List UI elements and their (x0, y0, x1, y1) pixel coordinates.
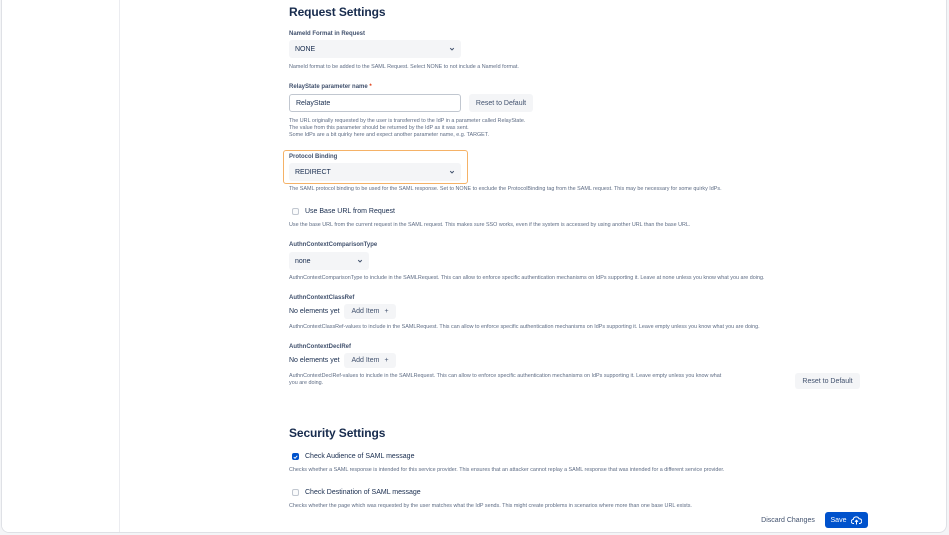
authn-classref-add-button[interactable] (344, 304, 396, 319)
authn-declref-label: AuthnContextDeclRef (289, 344, 352, 350)
relaystate-label (289, 84, 372, 90)
save-button[interactable] (825, 512, 868, 528)
check-audience-label: Check Audience of SAML message (305, 453, 415, 460)
check-audience-help: Checks whether a SAML response is intended for this service provider. This ensures that an attacker cannot replay a SAML response that was intended for a different service provider. (289, 467, 725, 473)
authn-declref-help-line: you are doing. (289, 380, 324, 386)
check-audience-row[interactable] (292, 453, 414, 460)
check-destination-row[interactable] (292, 489, 421, 496)
base-url-checkbox[interactable] (292, 208, 299, 215)
relaystate-input-value: RelayState (296, 99, 331, 107)
nameid-format-value: NONE (295, 45, 316, 53)
chevron-down-icon (449, 169, 455, 175)
chevron-down-icon (357, 258, 363, 264)
save-label: Save (830, 516, 847, 524)
check-destination-help: Checks whether the page which was requested by the user matches what the IdP sends. This might create problems in scenarios where more than one base URL exists. (289, 503, 692, 509)
protocol-binding-select[interactable] (289, 163, 461, 181)
authn-classref-label: AuthnContextClassRef (289, 295, 355, 301)
section-heading-request-settings: Request Settings (289, 5, 386, 19)
authn-declref-help (289, 373, 799, 387)
authn-comparison-value: none (295, 257, 311, 265)
chevron-down-icon (449, 46, 455, 52)
authn-comparison-select[interactable] (289, 252, 369, 270)
app-frame (1, 0, 947, 533)
relaystate-help-line: The value from this parameter should be returned by the IdP as it was sent. (289, 125, 469, 131)
check-destination-label: Check Destination of SAML message (305, 489, 421, 496)
authn-declref-add-button[interactable] (344, 353, 396, 368)
discard-changes-button[interactable]: Discard Changes (761, 516, 815, 524)
authn-declref-empty: No elements yet (289, 357, 340, 364)
protocol-binding-label: Protocol Binding (289, 154, 338, 160)
relaystate-input[interactable] (289, 94, 461, 112)
base-url-label: Use Base URL from Request (305, 208, 395, 215)
cloud-upload-icon (851, 516, 862, 525)
nameid-format-select[interactable] (289, 40, 461, 58)
authn-classref-help: AuthnContextClassRef-values to include in the SAMLRequest. This can allow to enforce specific authentication mechanisms on IdPs supporting it. Leave empty unless you know what you are doing. (289, 324, 760, 330)
base-url-help: Use the base URL from the current request in the SAML request. This makes sure SSO works, even if the system is accessed by using another URL than the base URL. (289, 222, 691, 228)
check-audience-checkbox[interactable] (292, 453, 299, 460)
section-heading-security-settings: Security Settings (289, 426, 386, 440)
relaystate-help (289, 118, 525, 139)
add-item-label: Add Item (351, 308, 380, 315)
settings-content (288, 0, 868, 532)
sidebar (2, 0, 120, 532)
relaystate-reset-button[interactable]: Reset to Default (469, 94, 533, 112)
authn-declref-reset-button[interactable]: Reset to Default (795, 373, 860, 389)
required-marker: * (369, 84, 372, 90)
relaystate-help-line: Some IdPs are a bit quirky here and expect another parameter name, e.g. TARGET. (289, 132, 489, 138)
check-destination-checkbox[interactable] (292, 489, 299, 496)
nameid-format-label: NameId Format in Request (289, 31, 366, 37)
plus-icon: + (384, 357, 389, 364)
authn-comparison-help: AuthnContextComparisonType to include in the SAMLRequest. This can allow to enforce specific authentication mechanisms on IdPs supporting it. Leave at none unless you know what you are doing. (289, 275, 765, 281)
authn-declref-help-line: AuthnContextDeclRef-values to include in the SAMLRequest. This can allow to enforce specific authentication mechanisms on IdPs supporting it. Leave empty unless you know what (289, 373, 722, 379)
checkmark-icon (293, 454, 298, 460)
authn-comparison-label: AuthnContextComparisonType (289, 242, 378, 248)
authn-classref-empty: No elements yet (289, 308, 340, 315)
nameid-format-help: NameId format to be added to the SAML Request. Select NONE to not include a NameId format. (289, 64, 519, 70)
base-url-checkbox-row[interactable] (292, 208, 395, 215)
protocol-binding-help: The SAML protocol binding to be used for the SAML response. Set to NONE to exclude the ProtocolBinding tag from the SAML request. This may be necessary for some quirky IdPs. (289, 186, 722, 192)
add-item-label: Add Item (351, 357, 380, 364)
relaystate-label-text: RelayState parameter name (289, 84, 368, 90)
plus-icon: + (384, 308, 389, 315)
protocol-binding-value: REDIRECT (295, 168, 331, 176)
relaystate-help-line: The URL originally requested by the user is transferred to the IdP in a parameter called RelayState. (289, 118, 526, 124)
